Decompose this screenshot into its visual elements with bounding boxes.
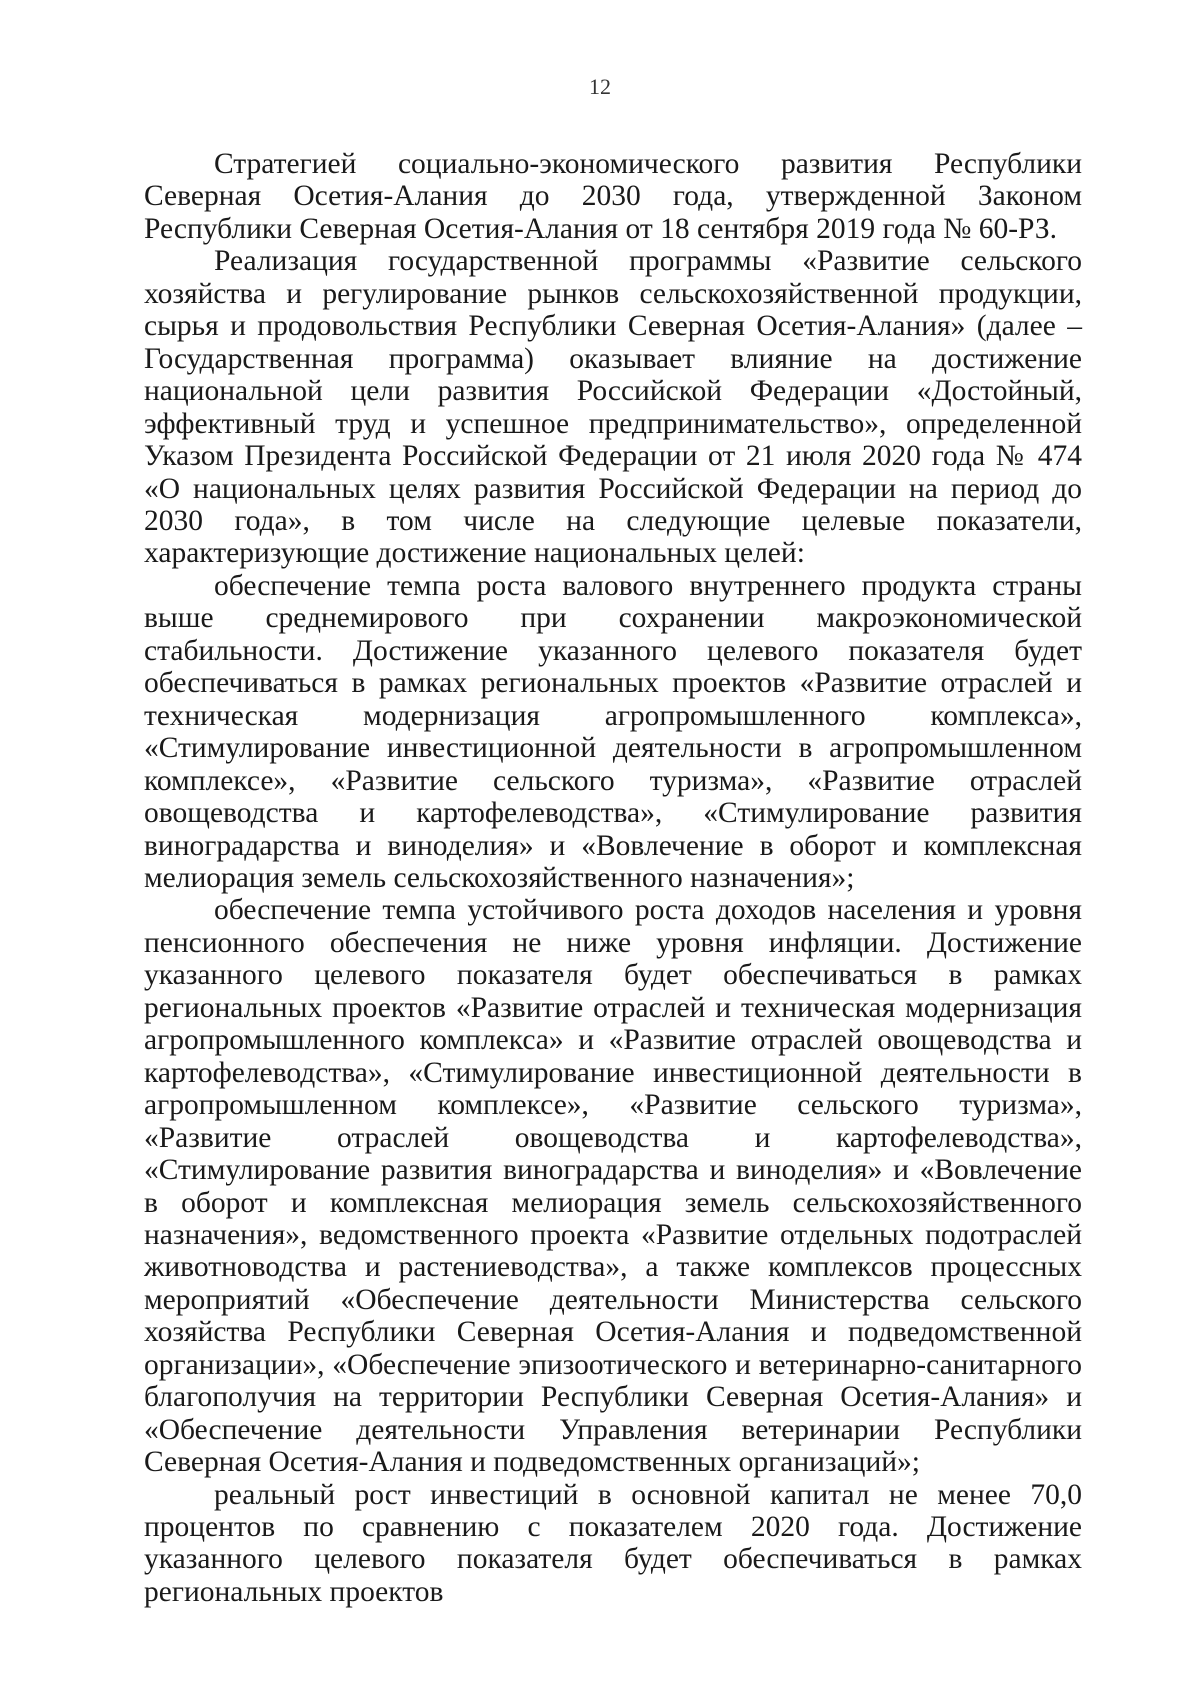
paragraph-gdp-growth: обеспечение темпа роста валового внутреннего продукта страны выше среднемирового при сохранении макроэкономической стабильности. Достижение указанного целевого показателя будет обеспечиваться в рамках региональных проектов «Развитие отраслей и техническая модернизация агропромышленного комплекса», «Стимулирование инвестиционной деятельности в агропромышленном комплексе», «Развитие сельского туризма», «Развитие отраслей овощеводства и картофелеводства», «Стимулирование развития виноградарства и виноделия» и «Вовлечение в оборот и комплексная мелиорация земель сельскохозяйственного назначения»; xyxy=(144,569,1082,894)
paragraph-strategy-reference: Стратегией социально-экономического развития Республики Северная Осетия-Алания до 2030 года, утвержденной Законом Республики Северная Осетия-Алания от 18 сентября 2019 года № 60-РЗ. xyxy=(144,148,1082,245)
paragraph-income-growth: обеспечение темпа устойчивого роста доходов населения и уровня пенсионного обеспечения не ниже уровня инфляции. Достижение указанного целевого показателя будет обеспечиваться в рамках региональных проектов «Развитие отраслей и техническая модернизация агропромышленного комплекса» и «Развитие отраслей овощеводства и картофелеводства», «Стимулирование инвестиционной деятельности в агропромышленном комплексе», «Развитие сельского туризма», «Развитие отраслей овощеводства и картофелеводства», «Стимулирование развития виноградарства и виноделия» и «Вовлечение в оборот и комплексная мелиорация земель сельскохозяйственного назначения», ведомственного проекта «Развитие отдельных подотраслей животноводства и растениеводства», а также комплексов процессных мероприятий «Обеспечение деятельности Министерства сельского хозяйства Республики Северная Осетия-Алания и подведомственной организации», «Обеспечение эпизоотического и ветеринарно-санитарного благополучия на территории Республики Северная Осетия-Алания» и «Обеспечение деятельности Управления ветеринарии Республики Северная Осетия-Алания и подведомственных организаций»; xyxy=(144,894,1082,1479)
paragraph-investment-growth: реальный рост инвестиций в основной капитал не менее 70,0 процентов по сравнению с показателем 2020 года. Достижение указанного целевого показателя будет обеспечиваться в рамках региональных проектов xyxy=(144,1478,1082,1608)
paragraph-program-influence: Реализация государственной программы «Развитие сельского хозяйства и регулирование рынков сельскохозяйственной продукции, сырья и продовольствия Республики Северная Осетия-Алания» (далее – Государственная программа) оказывает влияние на достижение национальной цели развития Российской Федерации «Достойный, эффективный труд и успешное предпринимательство», определенной Указом Президента Российской Федерации от 21 июля 2020 года № 474 «О национальных целях развития Российской Федерации на период до 2030 года», в том числе на следующие целевые показатели, характеризующие достижение национальных целей: xyxy=(144,245,1082,570)
document-body xyxy=(144,148,1082,1608)
page-number: 12 xyxy=(589,74,611,99)
